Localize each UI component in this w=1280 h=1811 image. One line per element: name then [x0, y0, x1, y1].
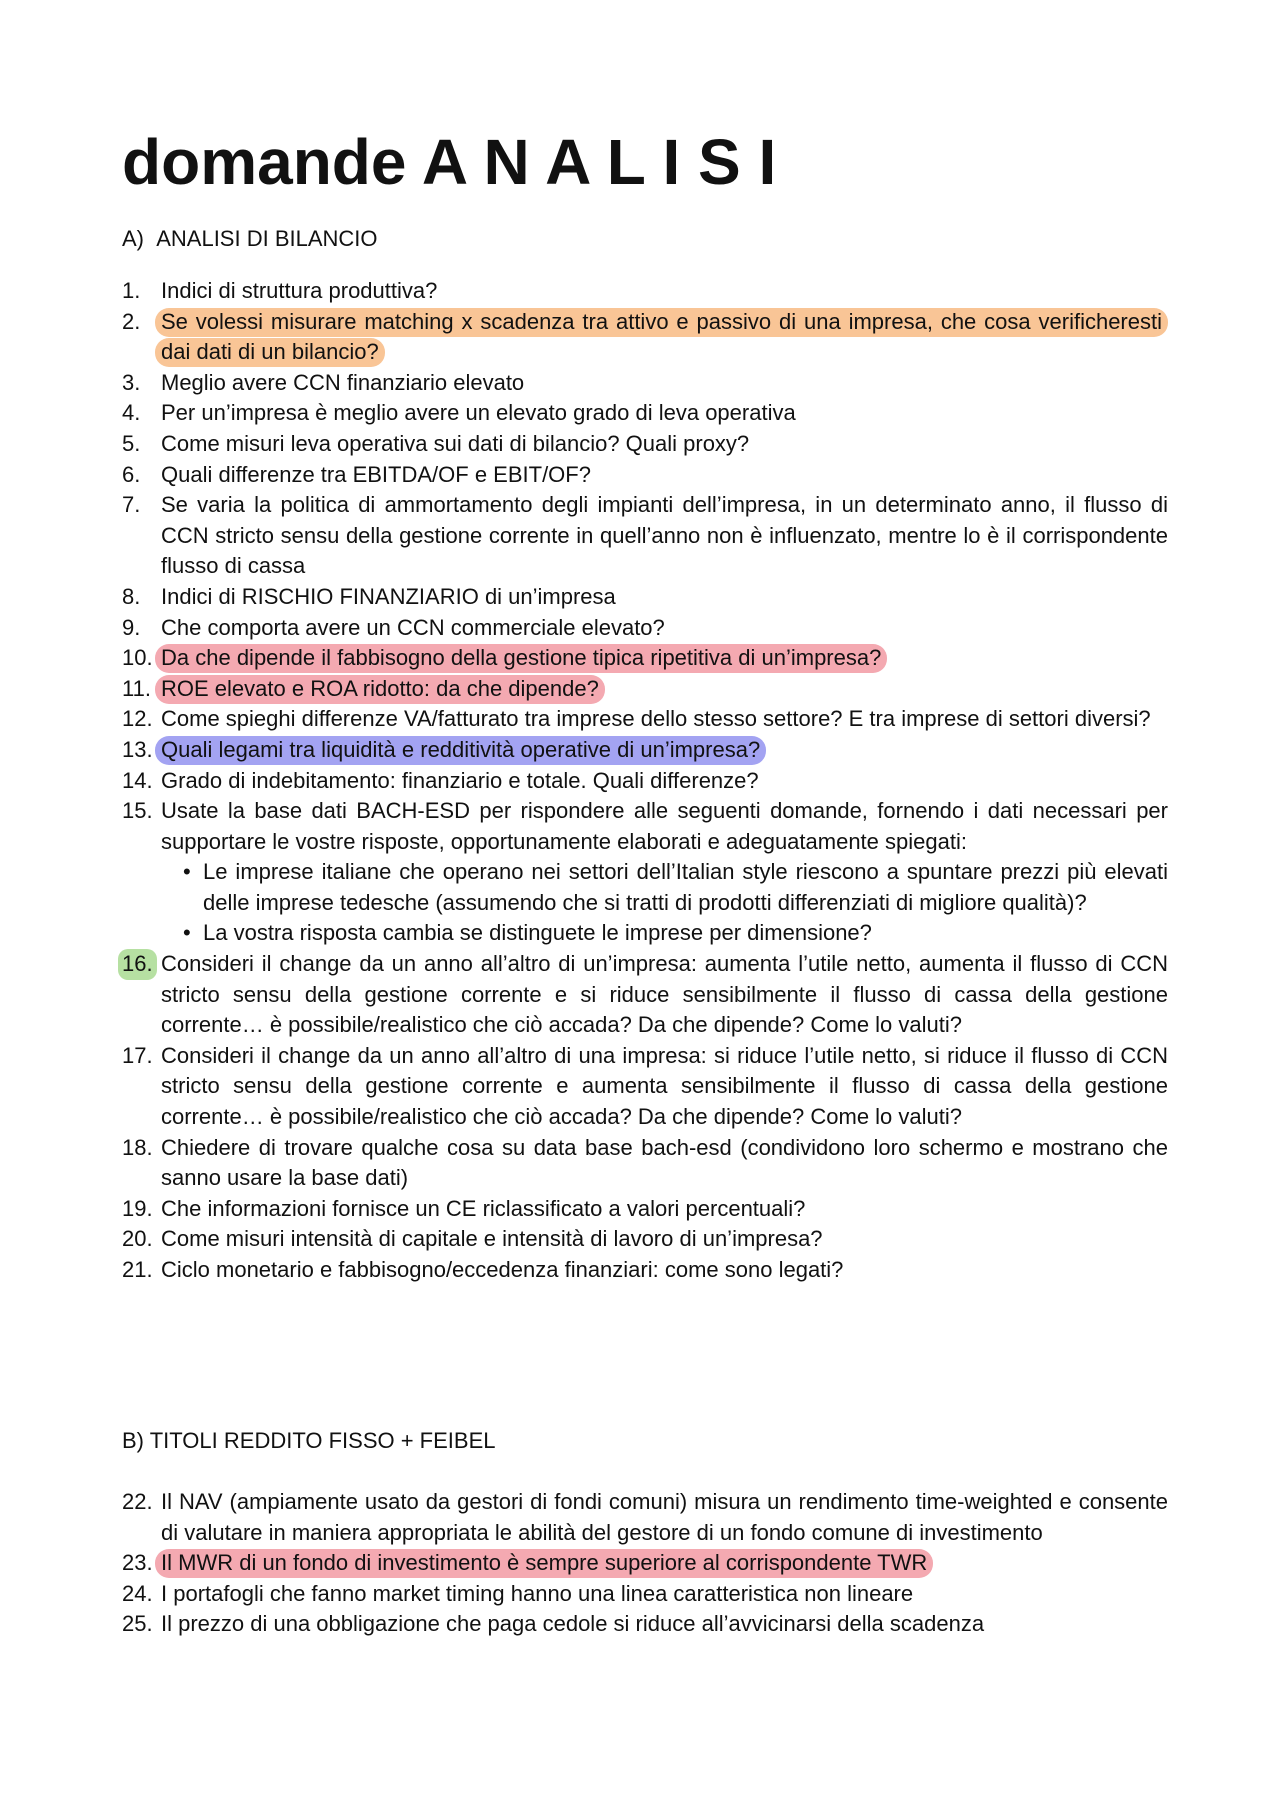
section-a-heading: A) ANALISI DI BILANCIO	[122, 226, 378, 251]
item-number-highlighted: 16.	[118, 949, 157, 980]
item-text: Che informazioni fornisce un CE riclassificato a valori percentuali?	[161, 1195, 806, 1221]
list-item	[122, 1194, 1168, 1225]
item-number: 25.	[122, 1611, 153, 1637]
item-text: Usate la base dati BACH-ESD per rispondere alle seguenti domande, fornendo i dati necessari per supportare le vostre risposte, opportunamente elaborati e adeguatamente spiegati:	[161, 798, 1168, 854]
item-text-highlighted: Il MWR di un fondo di investimento è sempre superiore al corrispondente TWR	[155, 1549, 933, 1578]
item-number: 4.	[122, 400, 141, 426]
item-text: Il prezzo di una obbligazione che paga cedole si riduce all’avvicinarsi della scadenza	[161, 1611, 985, 1637]
list-item	[122, 429, 1168, 460]
item-text: Che comporta avere un CCN commerciale elevato?	[161, 614, 665, 640]
item-text: Consideri il change da un anno all’altro di una impresa: si riduce l’utile netto, si riduce il flusso di CCN stricto sensu della gestione corrente e aumenta sensibilmente il flusso di cassa della gestione corrente… è possibile/realistico che ciò accada? Da che dipende? Come lo valuti?	[161, 1042, 1168, 1130]
item-number: 13.	[122, 736, 153, 762]
item-text-highlighted: Da che dipende il fabbisogno della gestione tipica ripetitiva di un’impresa?	[155, 644, 887, 673]
item-number: 3.	[122, 369, 141, 395]
list-item	[122, 582, 1168, 613]
list-item	[122, 1579, 1168, 1610]
item-text-highlighted: Se volessi misurare matching x scadenza tra attivo e passivo di una impresa, che cosa verificheresti dai dati di un bilancio?	[155, 308, 1168, 368]
page-title: domande A N A L I S I	[122, 126, 777, 198]
list-item	[122, 949, 1168, 1041]
section-b-heading: B) TITOLI REDDITO FISSO + FEIBEL	[122, 1428, 496, 1453]
list-item	[122, 613, 1168, 644]
item-number: 20.	[122, 1226, 153, 1252]
sub-bullet-text: La vostra risposta cambia se distinguete le imprese per dimensione?	[203, 920, 872, 946]
item-number: 9.	[122, 614, 141, 640]
list-item	[122, 276, 1168, 307]
item-number: 19.	[122, 1195, 153, 1221]
bullet-icon: •	[183, 859, 191, 885]
item-text: Consideri il change da un anno all’altro di un’impresa: aumenta l’utile netto, aumenta il flusso di CCN stricto sensu della gestione corrente e si riduce sensibilmente il flusso di cassa della gestione corrente… è possibile/realistico che ciò accada? Da che dipende? Come lo valuti?	[161, 951, 1168, 1038]
item-number: 11.	[122, 675, 151, 701]
item-text: Il NAV (ampiamente usato da gestori di fondi comuni) misura un rendimento time-weighted e consente di valutare in maniera appropriata le abilità del gestore di un fondo comune di investimento	[161, 1489, 1168, 1545]
list-item	[122, 643, 1168, 674]
list-item	[122, 674, 1168, 705]
list-item	[122, 1487, 1168, 1548]
item-number: 17.	[122, 1042, 153, 1068]
item-text: Come misuri intensità di capitale e intensità di lavoro di un’impresa?	[161, 1226, 823, 1252]
sub-bullet-text: Le imprese italiane che operano nei settori dell’Italian style riescono a spuntare prezzi più elevati delle imprese tedesche (assumendo che si tratti di prodotti differenziati di migliore qualità)?	[203, 859, 1168, 915]
sub-bullet-item	[161, 918, 1168, 949]
question-list-b	[122, 1487, 1168, 1640]
item-number: 23.	[122, 1550, 153, 1576]
list-item	[122, 1609, 1168, 1640]
list-item	[122, 490, 1168, 582]
list-item	[122, 1255, 1168, 1286]
item-text: Se varia la politica di ammortamento degli impianti dell’impresa, in un determinato anno, il flusso di CCN stricto sensu della gestione corrente in quell’anno non è influenzato, mentre lo è il corrispondente flusso di cassa	[161, 492, 1168, 579]
item-number: 22.	[122, 1489, 153, 1514]
list-item	[122, 796, 1168, 949]
list-item	[122, 460, 1168, 491]
question-list-a	[122, 276, 1168, 1286]
item-number: 6.	[122, 461, 141, 487]
list-item	[122, 1548, 1168, 1579]
item-text: Ciclo monetario e fabbisogno/eccedenza finanziari: come sono legati?	[161, 1257, 844, 1282]
item-text: Indici di RISCHIO FINANZIARIO di un’impresa	[161, 583, 616, 609]
item-number: 15.	[122, 798, 153, 824]
list-item	[122, 368, 1168, 399]
item-number: 21.	[122, 1257, 153, 1282]
item-text-highlighted: Quali legami tra liquidità e redditività operative di un’impresa?	[155, 736, 766, 765]
item-text: Come spieghi differenze VA/fatturato tra imprese dello stesso settore? E tra imprese di settori diversi?	[161, 706, 1151, 732]
list-item	[122, 307, 1168, 368]
item-text: I portafogli che fanno market timing hanno una linea caratteristica non lineare	[161, 1580, 914, 1606]
list-item	[122, 398, 1168, 429]
item-number: 24.	[122, 1580, 153, 1606]
item-text: Come misuri leva operativa sui dati di bilancio? Quali proxy?	[161, 430, 750, 456]
item-text: Per un’impresa è meglio avere un elevato grado di leva operativa	[161, 400, 796, 426]
item-number: 5.	[122, 430, 141, 456]
item-text: Chiedere di trovare qualche cosa su data base bach-esd (condividono loro schermo e mostrano che sanno usare la base dati)	[161, 1134, 1168, 1191]
item-number: 1.	[122, 278, 141, 303]
item-number: 7.	[122, 492, 141, 518]
item-number: 8.	[122, 583, 141, 609]
sub-bullet-item	[161, 857, 1168, 918]
list-item	[122, 1224, 1168, 1255]
item-text: Meglio avere CCN finanziario elevato	[161, 369, 525, 395]
list-item	[122, 704, 1168, 735]
item-text-highlighted: ROE elevato e ROA ridotto: da che dipende?	[155, 675, 605, 704]
bullet-icon: •	[183, 920, 191, 946]
list-item	[122, 1041, 1168, 1133]
list-item	[122, 1133, 1168, 1194]
item-number: 14.	[122, 767, 153, 793]
sub-bullet-list	[161, 857, 1168, 949]
item-text: Grado di indebitamento: finanziario e totale. Quali differenze?	[161, 767, 759, 793]
item-number: 10.	[122, 645, 153, 671]
list-item	[122, 735, 1168, 766]
item-number: 12.	[122, 706, 153, 732]
list-item	[122, 766, 1168, 797]
item-number: 18.	[122, 1134, 153, 1160]
item-text: Indici di struttura produttiva?	[161, 278, 438, 303]
item-text: Quali differenze tra EBITDA/OF e EBIT/OF?	[161, 461, 591, 487]
item-number: 2.	[122, 308, 141, 334]
